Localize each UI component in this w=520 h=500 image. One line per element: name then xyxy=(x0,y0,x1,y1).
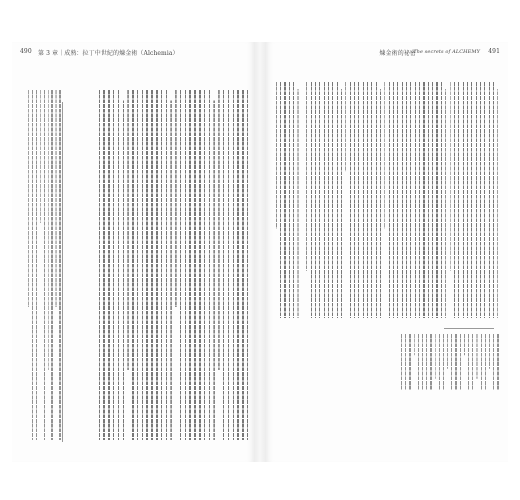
footnote-rule xyxy=(62,102,63,442)
left-page xyxy=(12,42,254,462)
book-gutter xyxy=(254,42,266,462)
footnotes-block xyxy=(20,90,62,440)
page-number: 490 xyxy=(20,48,32,55)
running-head-english: The secrets of ALCHEMY xyxy=(413,49,480,55)
running-head: 第 3 章｜成熟：拉丁中世紀的煉金術（Alchemia） xyxy=(38,50,179,57)
right-page xyxy=(266,42,508,462)
footnote-rule xyxy=(444,328,494,329)
body-text xyxy=(274,82,500,318)
body-text xyxy=(66,90,250,440)
page-number: 491 xyxy=(488,48,500,55)
running-head: 煉金術的祕密 xyxy=(379,50,416,57)
footnotes-block xyxy=(274,334,500,390)
